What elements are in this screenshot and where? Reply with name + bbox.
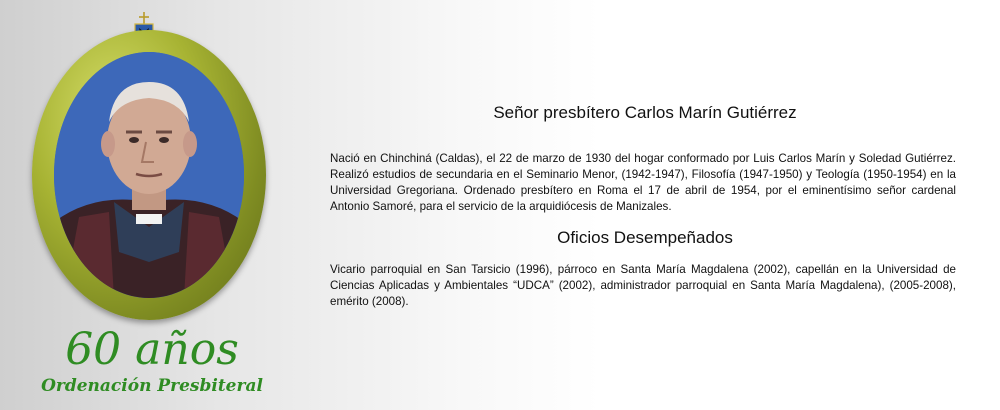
portrait-photo [54,52,244,298]
biography-paragraph: Nació en Chinchiná (Caldas), el 22 de marzo de 1930 del hogar conformado por Luis Carlos Marín y Soledad Gutiérrez. Realizó estudios de secundaria en el Seminario Menor, (1942-1947), Filosofía (1947-1950) y Teología (1950-1954) en la Universidad Gregoriana. Ordenado presbítero en Roma el 17 de abril de 1954, por el eminentísimo señor cardenal Antonio Samoré, para el servicio de la arquidiócesis de Manizales. [330,152,956,213]
offices-paragraph: Vicario parroquial en San Tarsicio (1996), párroco en Santa María Magdalena (2002), capellán en la Universidad de Ciencias Aplicadas y Ambientales “UDCA” (2002), administrador parroquial en Santa María Magdalena), (2005-2008), emérito (2008). [330,263,956,308]
priest-name-heading: Señor presbítero Carlos Marín Gutiérrez [493,103,797,122]
offices-heading: Oficios Desempeñados [557,228,733,247]
anniversary-subtitle: Ordenación Presbiteral [41,376,263,396]
anniversary-title: 60 años [65,324,239,375]
portrait-frame [32,30,266,320]
